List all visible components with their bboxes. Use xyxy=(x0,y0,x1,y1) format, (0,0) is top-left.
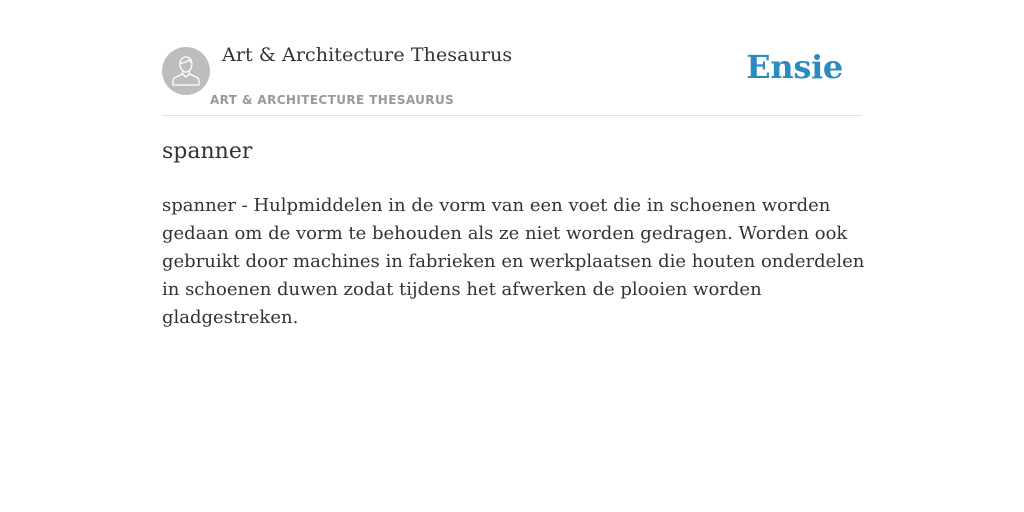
user-silhouette-icon xyxy=(171,55,201,87)
brand-logo[interactable]: Ensie xyxy=(746,48,843,86)
author-subtitle: ART & ARCHITECTURE THESAURUS xyxy=(210,93,455,107)
author-name-link[interactable]: Art & Architecture Thesaurus xyxy=(222,44,513,66)
term-definition: spanner - Hulpmiddelen in de vorm van een voet die in schoenen worden gedaan om de vorm te behouden als ze niet worden gedragen. Worden ook gebruikt door machines in fabrieken en werkplaatsen die houten onderdelen in schoenen duwen zodat tijdens het afwerken de plooien worden gladgestreken. xyxy=(162,195,865,328)
term-title: spanner xyxy=(162,139,253,164)
entry-header xyxy=(162,0,862,116)
author-avatar[interactable] xyxy=(162,47,210,95)
